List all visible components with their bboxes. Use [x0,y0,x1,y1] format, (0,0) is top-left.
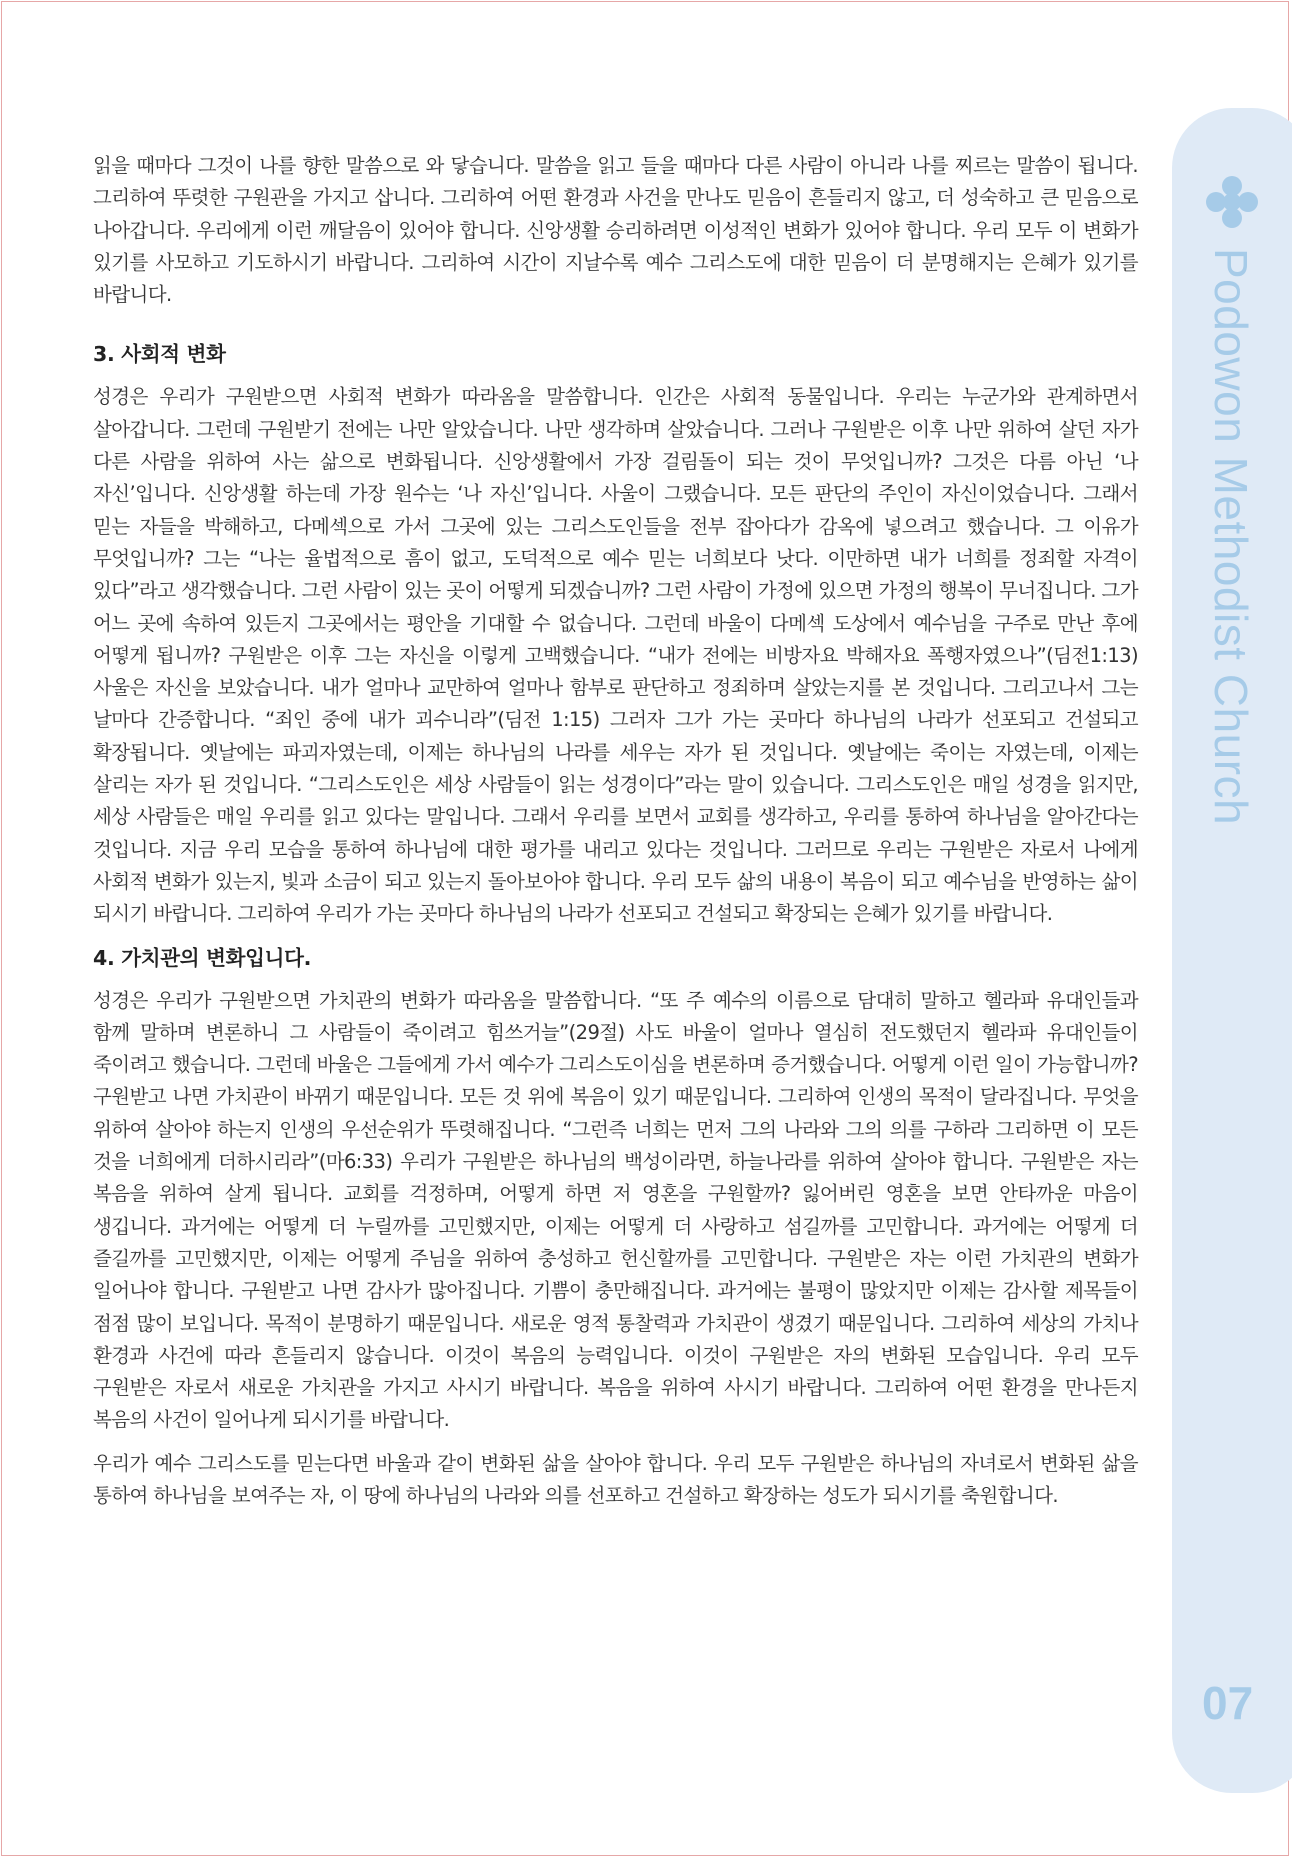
closing-paragraph: 우리가 예수 그리스도를 믿는다면 바울과 같이 변화된 삶을 살아야 합니다. 우리 모두 구원받은 하나님의 자녀로서 변화된 삶을 통하여 하나님을 보여주는 자, 이 땅에 하나님의 나라와 의를 선포하고 건설하고 확장하는 성도가 되시기를 축원합니다. [93,1451,1138,1507]
quatrefoil-icon [1206,176,1258,228]
section-4-heading: 4. 가치관의 변화입니다. [93,945,312,970]
section-3-heading: 3. 사회적 변화 [93,342,226,367]
page-number: 07 [1202,1677,1254,1729]
church-name-vertical: Podowon Methodist Church [1205,248,1257,826]
sermon-body [93,150,1138,1512]
section-3-paragraph: 성경은 우리가 구원받으면 사회적 변화가 따라옴을 말씀합니다. 인간은 사회적 동물입니다. 우리는 누군가와 관계하면서 살아갑니다. 그런데 구원받기 전에는 나만 알았습니다. 나만 생각하며 살았습니다. 그러나 구원받은 이후 나만 위하여 살던 자가 다른 사람을 위하여 사는 삶으로 변화됩니다. 신앙생활에서 가장 걸림돌이 되는 것이 무엇입니까? 그것은 다름 아닌 ‘나 자신’입니다. 신앙생활 하는데 가장 원수는 ‘나 자신’입니다. 사울이 그랬습니다. 모든 판단의 주인이 자신이었습니다. 그래서 믿는 자들을 박해하고, 다메섹으로 가서 그곳에 있는 그리스도인들을 전부 잡아다가 감옥에 넣으려고 했습니다. 그 이유가 무엇입니까? 그는 “나는 율법적으로 흠이 없고, 도덕적으로 예수 믿는 너희보다 낫다. 이만하면 내가 너희를 정죄할 자격이 있다”라고 생각했습니다. 그런 사람이 있는 곳이 어떻게 되겠습니까? 그런 사람이 가정에 있으면 가정의 행복이 무너집니다. 그가 어느 곳에 속하여 있든지 그곳에서는 평안을 기대할 수 없습니다. 그런데 바울이 다메섹 도상에서 예수님을 구주로 만난 후에 어떻게 됩니까? 구원받은 이후 그는 자신을 이렇게 고백했습니다. “내가 전에는 비방자요 박해자요 폭행자였으나”(딤전1:13) 사울은 자신을 보았습니다. 내가 얼마나 교만하여 얼마나 함부로 판단하고 정죄하며 살았는지를 본 것입니다. 그리고나서 그는 날마다 간증합니다. “죄인 중에 내가 괴수니라”(딤전 1:15) 그러자 그가 가는 곳마다 하나님의 나라가 선포되고 건설되고 확장됩니다. 옛날에는 파괴자였는데, 이제는 하나님의 나라를 세우는 자가 된 것입니다. 옛날에는 죽이는 자였는데, 이제는 살리는 자가 된 것입니다. “그리스도인은 세상 사람들이 읽는 성경이다”라는 말이 있습니다. 그리스도인은 매일 성경을 읽지만, 세상 사람들은 매일 우리를 읽고 있다는 말입니다. 그래서 우리를 보면서 교회를 생각하고, 우리를 통하여 하나님을 알아간다는 것입니다. 지금 우리 모습을 통하여 하나님에 대한 평가를 내리고 있다는 것입니다. 그러므로 우리는 구원받은 자로서 나에게 사회적 변화가 있는지, 빛과 소금이 되고 있는지 돌아보아야 합니다. 우리 모두 삶의 내용이 복음이 되고 예수님을 반영하는 삶이 되시기 바랍니다. 그리하여 우리가 가는 곳마다 하나님의 나라가 선포되고 건설되고 확장되는 은혜가 있기를 바랍니다. [93,385,1138,926]
section-4-paragraph: 성경은 우리가 구원받으면 가치관의 변화가 따라옴을 말씀합니다. “또 주 예수의 이름으로 담대히 말하고 헬라파 유대인들과 함께 말하며 변론하니 그 사람들이 죽이려고 힘쓰거늘”(29절) 사도 바울이 얼마나 열심히 전도했던지 헬라파 유대인들이 죽이려고 했습니다. 그런데 바울은 그들에게 가서 예수가 그리스도이심을 변론하며 증거했습니다. 어떻게 이런 일이 가능합니까? 구원받고 나면 가치관이 바뀌기 때문입니다. 모든 것 위에 복음이 있기 때문입니다. 그리하여 인생의 목적이 달라집니다. 무엇을 위하여 살아야 하는지 인생의 우선순위가 뚜렷해집니다. “그런즉 너희는 먼저 그의 나라와 그의 의를 구하라 그리하면 이 모든 것을 너희에게 더하시리라”(마6:33) 우리가 구원받은 하나님의 백성이라면, 하늘나라를 위하여 살아야 합니다. 구원받은 자는 복음을 위하여 살게 됩니다. 교회를 걱정하며, 어떻게 하면 저 영혼을 구원할까? 잃어버린 영혼을 보면 안타까운 마음이 생깁니다. 과거에는 어떻게 더 누릴까를 고민했지만, 이제는 어떻게 더 사랑하고 섬길까를 고민합니다. 과거에는 어떻게 더 즐길까를 고민했지만, 이제는 어떻게 주님을 위하여 충성하고 헌신할까를 고민합니다. 구원받은 자는 이런 가치관의 변화가 일어나야 합니다. 구원받고 나면 감사가 많아집니다. 기쁨이 충만해집니다. 과거에는 불평이 많았지만 이제는 감사할 제목들이 점점 많이 보입니다. 목적이 분명하기 때문입니다. 새로운 영적 통찰력과 가치관이 생겼기 때문입니다. 그리하여 세상의 가치나 환경과 사건에 따라 흔들리지 않습니다. 이것이 복음의 능력입니다. 이것이 구원받은 자의 변화된 모습입니다. 우리 모두 구원받은 자로서 새로운 가치관을 가지고 사시기 바랍니다. 복음을 위하여 사시기 바랍니다. 그리하여 어떤 환경을 만나든지 복음의 사건이 일어나게 되시기를 바랍니다. [93,988,1138,1432]
paragraph-intro: 읽을 때마다 그것이 나를 향한 말씀으로 와 닿습니다. 말씀을 읽고 들을 때마다 다른 사람이 아니라 나를 찌르는 말씀이 됩니다. 그리하여 뚜렷한 구원관을 가지고 삽니다. 그리하여 어떤 환경과 사건을 만나도 믿음이 흔들리지 않고, 더 성숙하고 큰 믿음으로 나아갑니다. 우리에게 이런 깨달음이 있어야 합니다. 신앙생활 승리하려면 이성적인 변화가 있어야 합니다. 우리 모두 이 변화가 있기를 사모하고 기도하시기 바랍니다. 그리하여 시간이 지날수록 예수 그리스도에 대한 믿음이 더 분명해지는 은혜가 있기를 바랍니다. [93,154,1138,307]
